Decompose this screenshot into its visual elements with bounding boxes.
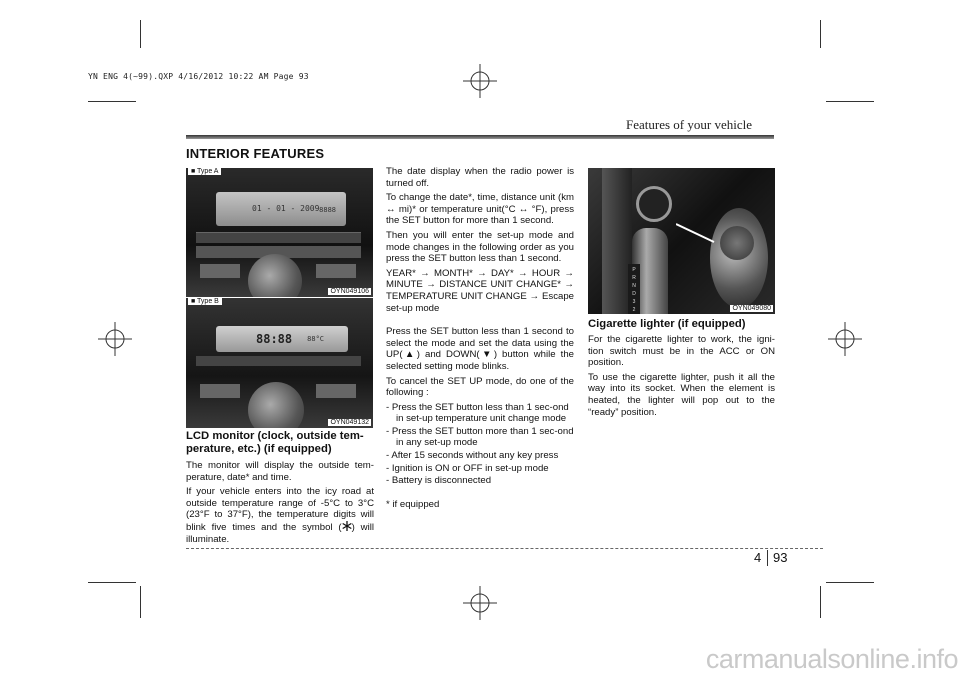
pointer-arrow-icon: [676, 218, 716, 248]
column-2: [386, 166, 574, 513]
type-b-label: ■ Type B: [188, 298, 222, 305]
figure-cigarette-lighter: [588, 168, 775, 314]
gear-label: N: [632, 283, 636, 289]
paragraph: To change the date*, time, distance unit (km ↔ mi)* or temperature unit(°C ↔ °F), press the SET button for more than 1 second.: [386, 192, 574, 227]
figure-code: OYN049080: [732, 305, 771, 312]
icy-road-icon: [342, 521, 352, 531]
running-title: Features of your vehicle: [626, 117, 752, 132]
chapter-number: 4: [754, 550, 762, 565]
column-1: [186, 430, 374, 548]
crop-mark: [88, 101, 136, 102]
side-button: [200, 264, 240, 278]
gear-label: P: [632, 267, 636, 273]
page-number-divider: [767, 550, 768, 566]
list-item: - Battery is disconnected: [386, 475, 492, 487]
paragraph: YEAR* → MONTH* → DAY* → HOUR → MINUTE → DISTANCE UNIT CHANGE* → TEMPERATURE UNIT CHANGE → Escape set-up mode: [386, 267, 574, 314]
list-item: - Press the SET button more than 1 sec-ond in any set-up mode: [386, 425, 574, 449]
footer-rule: [186, 548, 823, 549]
crop-mark: [820, 586, 821, 618]
side-button: [316, 384, 356, 398]
figure-type-b: [186, 298, 373, 428]
list-item: - Ignition is ON or OFF in set-up mode: [386, 462, 549, 474]
figure-code: OYN049132: [330, 419, 369, 426]
paragraph: For the cigarette lighter to work, the igni-tion switch must be in the ACC or ON position.: [588, 334, 775, 369]
paragraph-text: If your vehicle enters into the icy road at outside temperature range of -5°C to 3°C (23°F to 37°F), the temperature digits will blink five times and the symbol (: [186, 486, 374, 533]
paragraph: [186, 486, 374, 545]
figure-code: OYN049106: [330, 288, 369, 295]
cd-slot: [196, 356, 361, 366]
column-3: [588, 318, 775, 421]
gear-indicator-strip: [628, 264, 640, 314]
paragraph: Then you will enter the set-up mode and mode changes in the following order as you press the SET button less than 1 second.: [386, 229, 574, 265]
paragraph: Press the SET button less than 1 second to select the mode and set the data using the UP(▲) and DOWN(▼) button while the selected setting mode blinks.: [386, 326, 574, 372]
lcd-display: [216, 326, 348, 352]
footnote: * if equipped: [386, 498, 440, 510]
lighter-cap: [720, 226, 754, 260]
paragraph-text: ) will illuminate.: [186, 521, 374, 545]
crop-mark: [140, 586, 141, 618]
lcd-clock: 88:88: [256, 332, 293, 346]
crop-mark: [140, 20, 141, 48]
cd-slot: [196, 232, 361, 243]
paragraph: To cancel the SET UP mode, do one of the following :: [386, 375, 574, 399]
crop-mark: [826, 101, 874, 102]
registration-mark-icon: [463, 586, 497, 620]
gear-label: R: [632, 275, 636, 281]
page-number: 93: [773, 550, 788, 565]
paragraph: The date display when the radio power is turned off.: [386, 166, 574, 189]
lcd-display: [216, 192, 346, 226]
lcd-monitor-heading: LCD monitor (clock, outside tem-perature, etc.) (if equipped): [186, 430, 364, 455]
print-file-header: YN ENG 4(~99).QXP 4/16/2012 10:22 AM Page 93: [88, 72, 309, 81]
lcd-value: 8888: [319, 206, 336, 214]
gear-label: D: [632, 291, 636, 297]
gear-label: 2: [632, 307, 636, 313]
watermark: carmanualsonline.info: [705, 644, 958, 674]
section-title: INTERIOR FEATURES: [186, 146, 325, 161]
crop-mark: [826, 582, 874, 583]
gear-label: 3: [632, 299, 636, 305]
type-a-label: ■ Type A: [188, 168, 221, 175]
side-button: [316, 264, 356, 278]
paragraph: To use the cigarette lighter, push it all the way into its socket. When the element is heated, the lighter will pop out to the “ready” position.: [588, 371, 775, 418]
socket: [636, 186, 672, 222]
registration-mark-icon: [463, 64, 497, 98]
figure-type-a: [186, 168, 373, 297]
control-knob: [248, 382, 304, 428]
paragraph: The monitor will display the outside tem-perature, date* and time.: [186, 460, 374, 483]
control-knob: [248, 254, 302, 297]
registration-mark-icon: [828, 322, 862, 356]
header-rule: [186, 135, 774, 139]
lcd-date: 01 - 01 - 2009: [252, 204, 320, 213]
lcd-temp: 88°C: [307, 335, 324, 343]
crop-mark: [820, 20, 821, 48]
list-item: - Press the SET button less than 1 sec-ond in set-up temperature unit change mode: [386, 401, 569, 425]
crop-mark: [88, 582, 136, 583]
cigarette-lighter-heading: Cigarette lighter (if equipped): [588, 318, 746, 330]
list-item: - After 15 seconds without any key press: [386, 450, 559, 462]
side-button: [200, 384, 240, 398]
registration-mark-icon: [98, 322, 132, 356]
